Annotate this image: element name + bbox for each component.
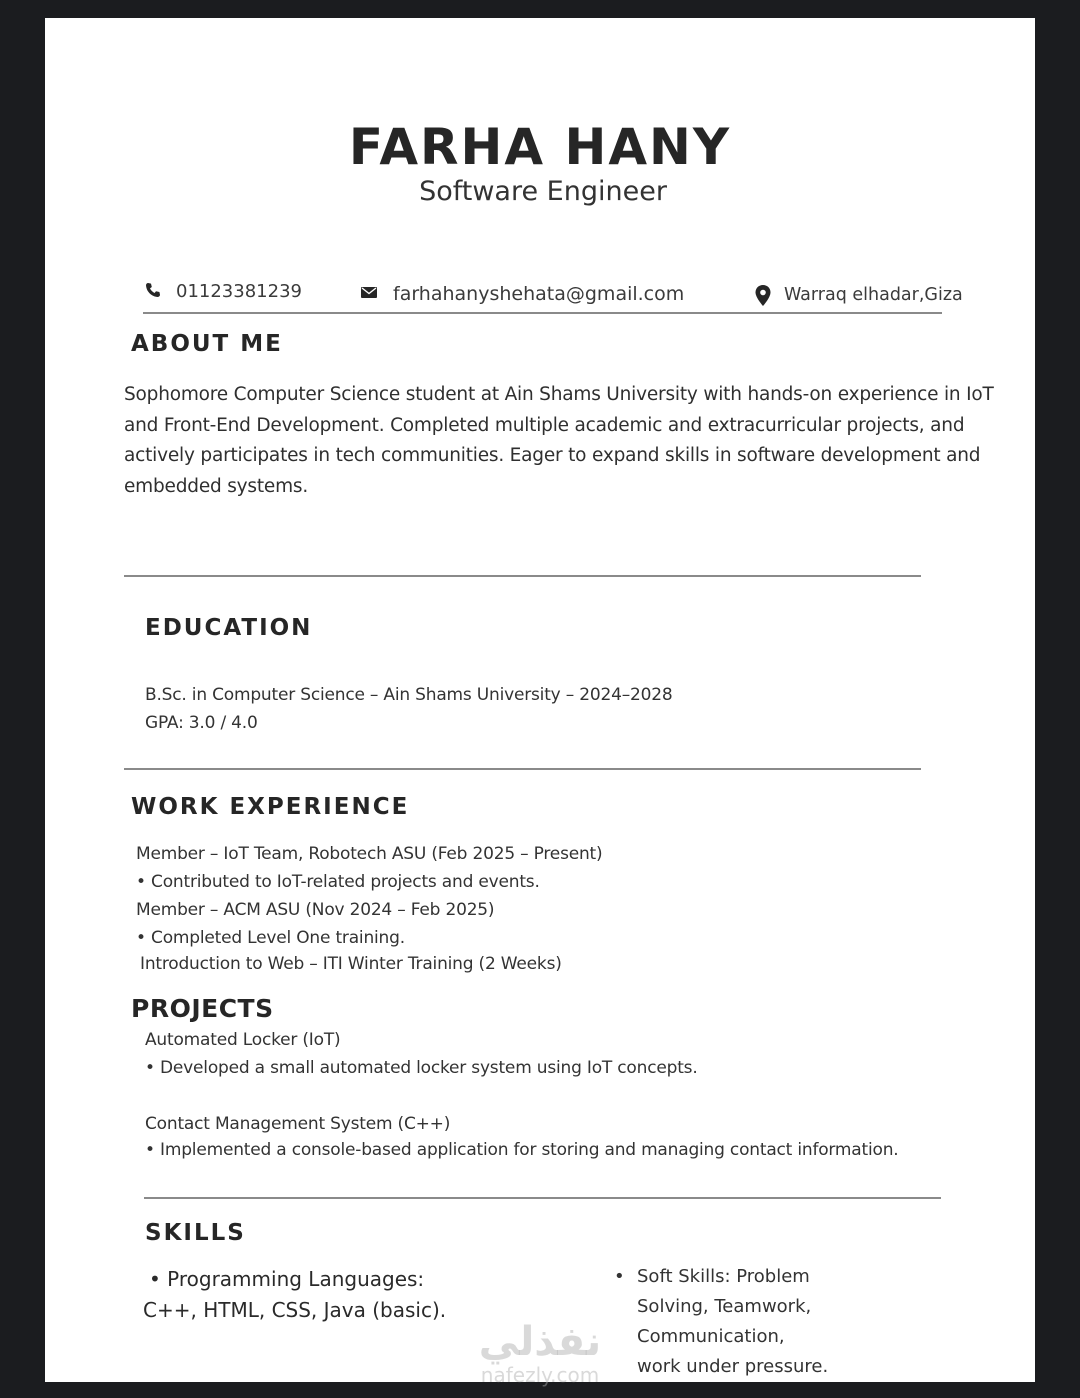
education-gpa: GPA: 3.0 / 4.0 (145, 713, 258, 733)
work-heading: WORK EXPERIENCE (131, 794, 410, 820)
programming-skills-label: • Programming Languages: (149, 1267, 425, 1291)
email-address: farhahanyshehata@gmail.com (393, 283, 685, 305)
work-line: Member – IoT Team, Robotech ASU (Feb 2025 – Present) (136, 844, 603, 864)
watermark-latin: nafezly.com (480, 1363, 600, 1387)
work-line: Member – ACM ASU (Nov 2024 – Feb 2025) (136, 900, 495, 920)
about-paragraph: Sophomore Computer Science student at Ain Shams University with hands-on experience in IoT and Front-End Development. Completed multiple academic and extracurricular projects, and actively participates in tech communities. Eager to expand skills in software development and embedded systems. (124, 384, 994, 497)
phone-number: 01123381239 (176, 281, 302, 302)
projects-heading: PROJECTS (131, 994, 274, 1023)
work-line: • Contributed to IoT-related projects and events. (136, 872, 540, 892)
soft-skills-line: Solving, Teamwork, (637, 1296, 812, 1317)
contact-divider (143, 312, 942, 314)
location-text: Warraq elhadar,Giza (784, 285, 963, 305)
programming-skills-list: C++, HTML, CSS, Java (basic). (143, 1298, 447, 1322)
soft-skills-line: Communication, (637, 1326, 785, 1347)
soft-skills-bullet: • (614, 1266, 625, 1287)
candidate-name: FARHA HANY (348, 118, 732, 176)
email-icon (361, 287, 377, 298)
soft-skills-line: work under pressure. (637, 1356, 829, 1377)
about-divider (124, 575, 921, 577)
job-title: Software Engineer (419, 176, 667, 207)
project-title: Automated Locker (IoT) (145, 1030, 341, 1050)
project-detail: • Developed a small automated locker system using IoT concepts. (145, 1058, 698, 1078)
about-heading: ABOUT ME (131, 331, 283, 357)
location-pin-icon (755, 285, 771, 306)
project-title: Contact Management System (C++) (145, 1114, 451, 1134)
nafezly-watermark (440, 1320, 640, 1386)
work-line: Introduction to Web – ITI Winter Training (2 Weeks) (140, 954, 562, 974)
projects-divider (144, 1197, 941, 1199)
watermark-arabic: نفذلي (478, 1319, 602, 1365)
education-degree: B.Sc. in Computer Science – Ain Shams University – 2024–2028 (145, 685, 673, 705)
education-heading: EDUCATION (145, 615, 313, 641)
project-detail: • Implemented a console-based application for storing and managing contact information. (145, 1140, 899, 1160)
phone-icon (145, 282, 161, 298)
skills-heading: SKILLS (145, 1220, 246, 1246)
soft-skills-line: Soft Skills: Problem (637, 1266, 810, 1287)
work-line: • Completed Level One training. (136, 928, 405, 948)
education-divider (124, 768, 921, 770)
